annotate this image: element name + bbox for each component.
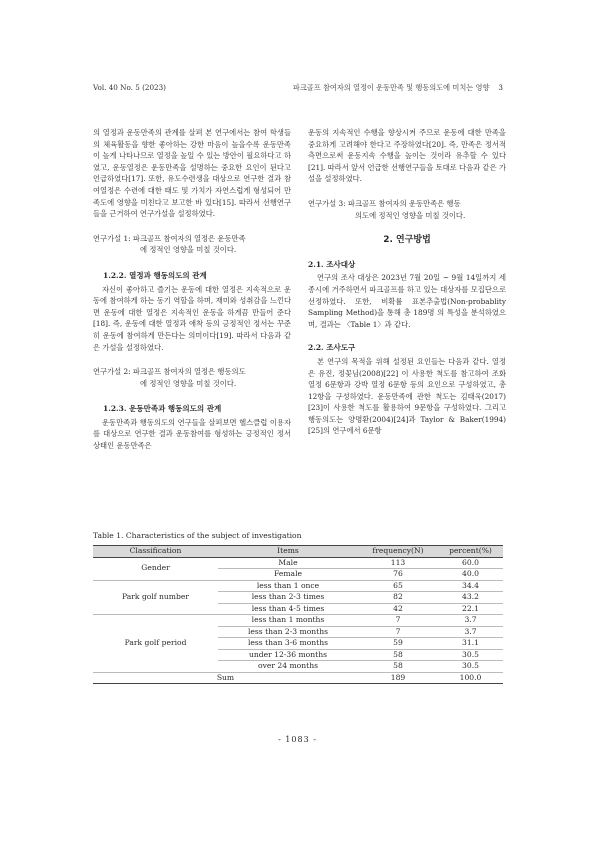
paragraph: 운동만족과 행동의도의 연구들을 살펴보면 헬스클럽 이용자를 대상으로 연구한 결과 운동참여를 형성하는 긍정적인 정서 상태인 운동만족은 <box>93 417 291 451</box>
table-header-row <box>93 546 503 558</box>
item-cell: less than 1 once <box>218 580 358 592</box>
characteristics-table <box>93 545 503 684</box>
hypothesis-2 <box>93 366 291 389</box>
running-title: 파크골프 참여자의 열정이 운동만족 및 행동의도에 미치는 영향 <box>292 83 490 92</box>
frequency-cell: 59 <box>358 638 438 650</box>
paragraph: 운동의 지속적인 수행을 향상시켜 주므로 운동에 대한 만족을 중요하게 고려해야 한다고 주장하였다[20]. 즉, 만족은 정서적 측면으로써 운동지속 수행을 높이는 것이라 유추할 수 있다[21]. 따라서 앞서 언급한 선행연구들을 토대로 다음과 같은 가설을 설정하였다. <box>308 128 506 184</box>
subsection-heading: 2.2. 조사도구 <box>308 343 356 353</box>
item-cell: less than 4-5 times <box>218 603 358 615</box>
running-header <box>93 83 503 93</box>
frequency-cell: 7 <box>358 615 438 627</box>
left-column <box>93 127 291 452</box>
percent-cell: 3.7 <box>438 615 503 627</box>
subsection-heading: 1.2.3. 운동만족과 행동의도의 관계 <box>103 404 222 414</box>
item-cell: over 24 months <box>218 661 358 673</box>
hypothesis-1 <box>93 233 291 256</box>
hypothesis-text: 의도에 정적인 영향을 미칠 것이다. <box>355 210 466 220</box>
paragraph: 의 열정과 운동만족의 관계를 살펴 본 연구에서는 참여 학생들의 체육활동을 향한 좋아하는 강한 마음이 높을수록 운동만족이 높게 나타나므로 열정을 높일 수 있는 방안이 필요하다고 하였고, 운동열정은 운동만족을 설명하는 중요한 요인이 된다고 언급하였다[17]. 또한, 유도수련생을 대상으로 연구한 결과 참여열정은 수련에 대한 태도 및 가치가 자연스럽게 형성되어 만족도에 영향을 미친다고 보고한 바 있다[15]. 따라서 선행연구들을 근거하여 연구가설을 설정하였다. <box>93 128 291 219</box>
column-header: Classification <box>93 546 218 558</box>
item-cell: Male <box>218 557 358 569</box>
item-cell: Female <box>218 569 358 581</box>
frequency-cell: 7 <box>358 626 438 638</box>
frequency-cell: 113 <box>358 557 438 569</box>
frequency-cell: 76 <box>358 569 438 581</box>
column-header: frequency(N) <box>358 546 438 558</box>
frequency-cell: 42 <box>358 603 438 615</box>
right-column <box>308 127 506 437</box>
percent-cell: 43.2 <box>438 592 503 604</box>
item-cell: less than 2-3 times <box>218 592 358 604</box>
frequency-cell: 82 <box>358 592 438 604</box>
paragraph: 본 연구의 목적을 위해 설정된 요인들는 다음과 같다. 열정은 유진, 정꽃님(2008)[22] 이 사용한 척도를 참고하여 조화 열정 6문항과 강박 열정 6문항 등의 요인으로 구성하였고, 총 12항을 구성하였다. 운동만족에 관한 척도는 김태욱(2017)[23]이 사용한 척도를 활용하여 9문항을 구성하였다. 그리고 행동의도는 양명환(2004)[24]과 Taylor & Baker(1994)[25]의 연구에서 6문항 <box>308 356 506 436</box>
table-caption: Table 1. Characteristics of the subject of investigation <box>93 531 302 540</box>
sum-row <box>93 672 503 684</box>
column-header: Items <box>218 546 358 558</box>
classification-cell: Park golf number <box>93 580 218 615</box>
sum-label-cell: Sum <box>93 672 358 684</box>
percent-cell: 40.0 <box>438 569 503 581</box>
paragraph: 자신이 좋아하고 즐기는 운동에 대한 열정은 지속적으로 운동에 참여하게 하는 동기 역할을 하며, 재미와 성취감을 느낀다면 운동에 대한 열정은 지속적인 운동을 하게끔 만들어 준다[18]. 즉, 운동에 대한 열정과 애착 등의 긍정적인 정서는 꾸준히 운동에 참여하게 만든다는 의미이다[19]. 따라서 다음과 같은 가설을 설정하였다. <box>93 284 291 352</box>
hypothesis-3 <box>308 198 506 221</box>
percent-cell: 30.5 <box>438 661 503 673</box>
column-header: percent(%) <box>438 546 503 558</box>
classification-cell: Gender <box>93 557 218 580</box>
percent-cell: 34.4 <box>438 580 503 592</box>
hypothesis-label: 연구가설 1: 파크골프 참여자의 열정은 운동만족 <box>93 233 246 243</box>
page-footer: - 1083 - <box>278 735 317 744</box>
subsection-heading: 2.1. 조사대상 <box>308 259 356 269</box>
hypothesis-text: 에 정적인 영향을 미칠 것이다. <box>140 378 237 388</box>
table-row <box>93 580 503 592</box>
subsection-heading: 1.2.2. 열정과 행동의도의 관계 <box>103 270 207 280</box>
frequency-cell: 58 <box>358 649 438 661</box>
hypothesis-label: 연구가설 3: 파크골프 참여자의 운동만족은 행동 <box>308 198 461 208</box>
percent-cell: 3.7 <box>438 626 503 638</box>
hypothesis-label: 연구가설 2: 파크골프 참여자의 열정은 행동의도 <box>93 367 246 377</box>
percent-cell: 22.1 <box>438 603 503 615</box>
header-right <box>293 83 503 93</box>
table-row <box>93 615 503 627</box>
paragraph: 연구의 조사 대상은 2023년 7월 20일 ~ 9월 14일까지 세종시에 거주하면서 파크골프를 하고 있는 대상자를 모집단으로 선정하였다. 또한, 비확률 표본추출법(Non-probablity Sampling Method)을 통해 총 189명 의 특성을 분석하였으며, 결과는 〈Table 1〉과 같다. <box>308 273 506 329</box>
frequency-cell: 65 <box>358 580 438 592</box>
table-row <box>93 557 503 569</box>
percent-cell: 31.1 <box>438 638 503 650</box>
frequency-cell: 58 <box>358 661 438 673</box>
item-cell: less than 2-3 months <box>218 626 358 638</box>
page-number: 3 <box>498 83 503 92</box>
percent-cell: 30.5 <box>438 649 503 661</box>
item-cell: under 12-36 months <box>218 649 358 661</box>
percent-cell: 100.0 <box>438 672 503 684</box>
hypothesis-text: 에 정적인 영향을 미칠 것이다. <box>140 245 237 255</box>
table-body <box>93 557 503 684</box>
journal-volume: Vol. 40 No. 5 (2023) <box>93 83 166 92</box>
item-cell: less than 3-6 months <box>218 638 358 650</box>
classification-cell: Park golf period <box>93 615 218 673</box>
percent-cell: 60.0 <box>438 557 503 569</box>
frequency-cell: 189 <box>358 672 438 684</box>
section-heading: 2. 연구방법 <box>383 235 431 246</box>
item-cell: less than 1 months <box>218 615 358 627</box>
